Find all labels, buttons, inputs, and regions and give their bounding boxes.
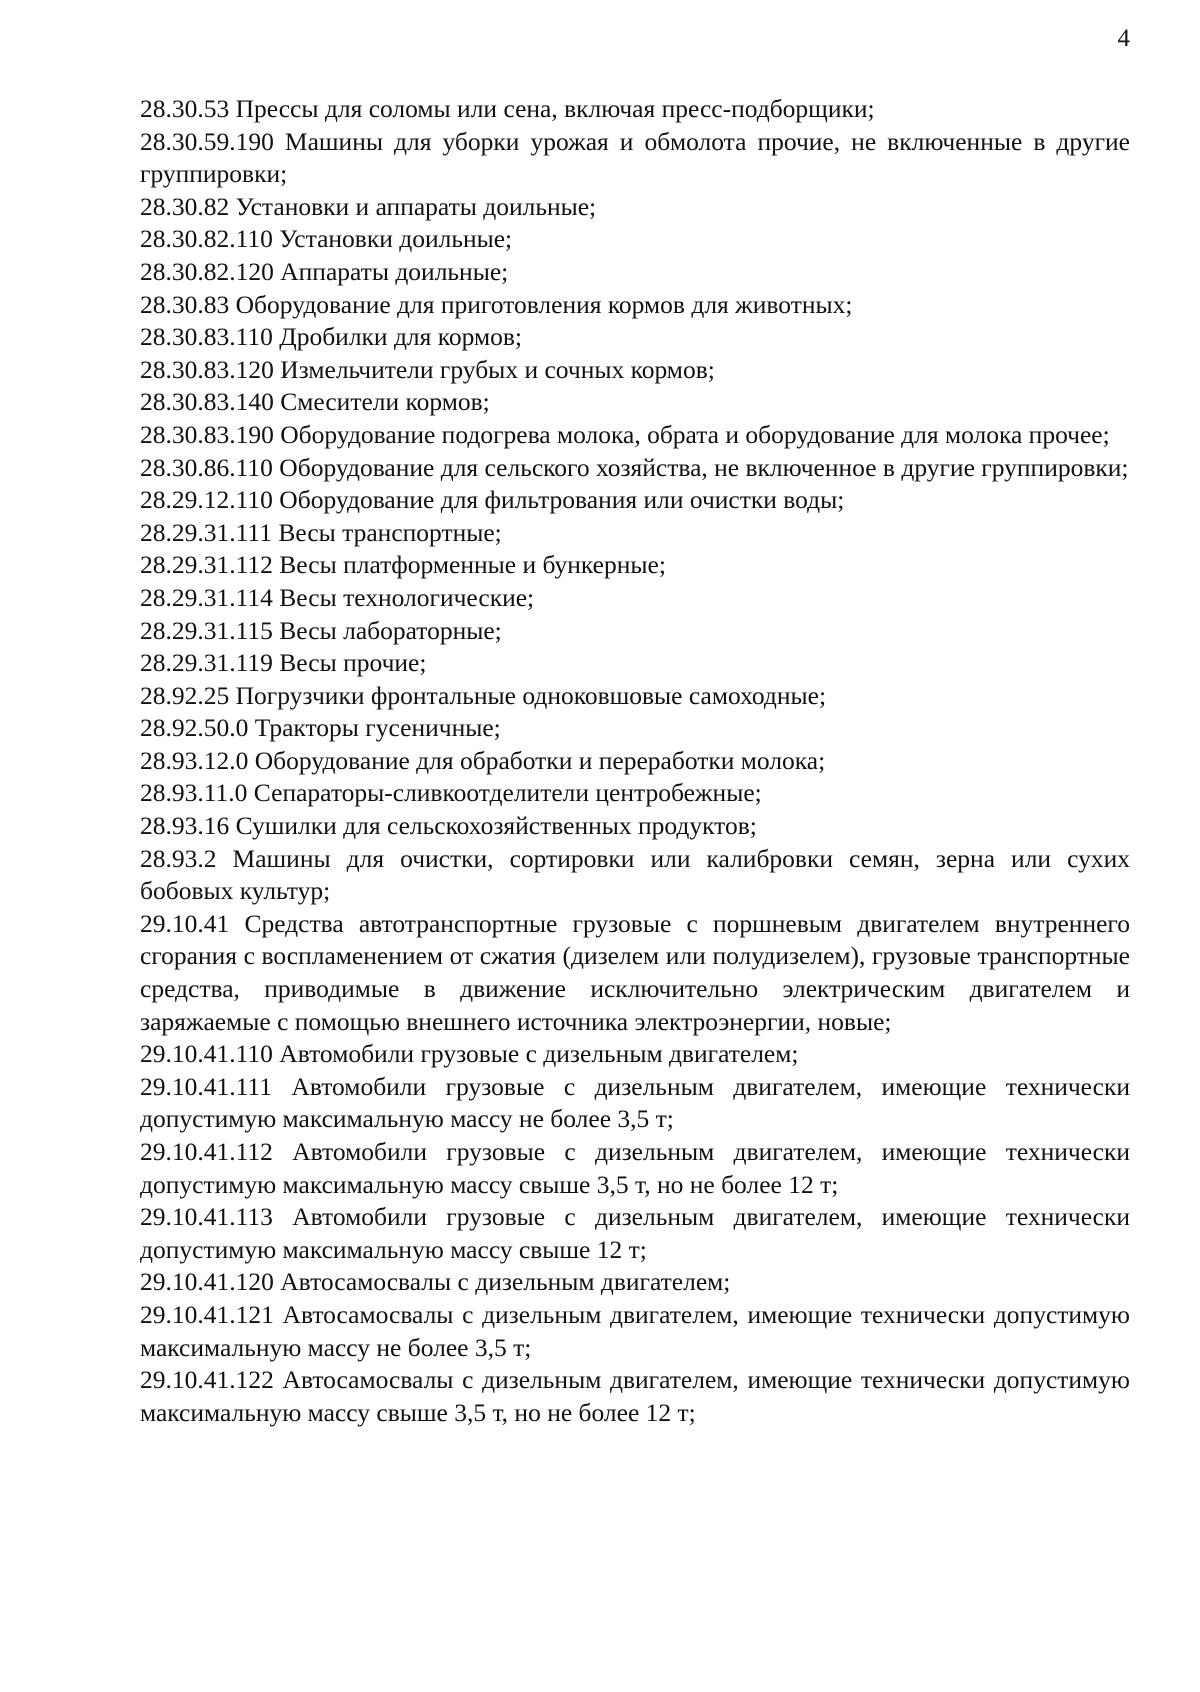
list-item: 28.29.12.110 Оборудование для фильтрования или очистки воды;: [140, 485, 845, 515]
list-item: 28.92.50.0 Тракторы гусеничные;: [140, 713, 501, 743]
list-item: 28.30.83.120 Измельчители грубых и сочных кормов;: [140, 354, 715, 384]
list-item: 28.93.12.0 Оборудование для обработки и переработки молока;: [140, 745, 826, 775]
list-item: 28.30.59.190 Машины для уборки урожая и обмолота прочие, не включенные в другие группировки;: [140, 126, 1130, 189]
list-item: 28.29.31.111 Весы транспортные;: [140, 517, 502, 547]
list-item: 29.10.41.122 Автосамосвалы с дизельным двигателем, имеющие технически допустимую максимальную массу свыше 3,5 т, но не более 12 т;: [140, 1365, 1130, 1427]
list-item: 28.29.31.112 Весы платформенные и бункерные;: [140, 550, 666, 580]
list-item: 29.10.41.110 Автомобили грузовые с дизельным двигателем;: [140, 1039, 799, 1069]
page-number: 4: [1117, 25, 1130, 52]
list-item: 28.92.25 Погрузчики фронтальные одноковшовые самоходные;: [140, 680, 827, 710]
list-item: 29.10.41.111 Автомобили грузовые с дизельным двигателем, имеющие технически допустимую максимальную массу не более 3,5 т;: [140, 1071, 1130, 1134]
list-item: 28.30.86.110 Оборудование для сельского хозяйства, не включенное в другие группировки;: [140, 452, 1129, 482]
list-item: 29.10.41.121 Автосамосвалы с дизельным двигателем, имеющие технически допустимую максимальную массу не более 3,5 т;: [140, 1299, 1130, 1362]
list-item: 28.30.83.110 Дробилки для кормов;: [140, 322, 522, 352]
list-item: 28.29.31.119 Весы прочие;: [140, 648, 427, 678]
list-item: 28.29.31.115 Весы лабораторные;: [140, 615, 502, 645]
list-item: 28.30.82.120 Аппараты доильные;: [140, 256, 509, 286]
list-item: 28.29.31.114 Весы технологические;: [140, 582, 535, 612]
list-item: 29.10.41.112 Автомобили грузовые с дизельным двигателем, имеющие технически допустимую максимальную массу свыше 3,5 т, но не более 12 т;: [140, 1137, 1130, 1199]
list-item: 28.30.53 Прессы для соломы или сена, включая пресс-подборщики;: [140, 94, 875, 123]
list-item: 29.10.41 Средства автотранспортные грузовые с поршневым двигателем внутреннего сгорания с воспламенением от сжатия (дизелем или полудизелем), грузовые транспортные средства, приводимые в движение исключительно электрическим двигателем и заряжаемые с помощью внешнего источника электроэнергии, новые;: [140, 908, 1130, 1036]
list-item: 28.30.83.140 Смесители кормов;: [140, 387, 490, 417]
list-item: 28.93.16 Сушилки для сельскохозяйственных продуктов;: [140, 811, 757, 841]
list-item: 29.10.41.113 Автомобили грузовые с дизельным двигателем, имеющие технически допустимую максимальную массу свыше 12 т;: [140, 1202, 1130, 1264]
list-item: 29.10.41.120 Автосамосвалы с дизельным двигателем;: [140, 1267, 731, 1297]
list-item: 28.93.11.0 Сепараторы-сливкоотделители центробежные;: [140, 778, 762, 808]
list-item: 28.30.82 Установки и аппараты доильные;: [140, 191, 597, 221]
classifier-list: [140, 93, 1130, 1429]
list-item: 28.30.83.190 Оборудование подогрева молока, обрата и оборудование для молока прочее;: [140, 419, 1110, 449]
list-item: 28.93.2 Машины для очистки, сортировки или калибровки семян, зерна или сухих бобовых культур;: [140, 843, 1130, 906]
list-item: 28.30.83 Оборудование для приготовления кормов для животных;: [140, 289, 853, 319]
list-item: 28.30.82.110 Установки доильные;: [140, 224, 513, 254]
